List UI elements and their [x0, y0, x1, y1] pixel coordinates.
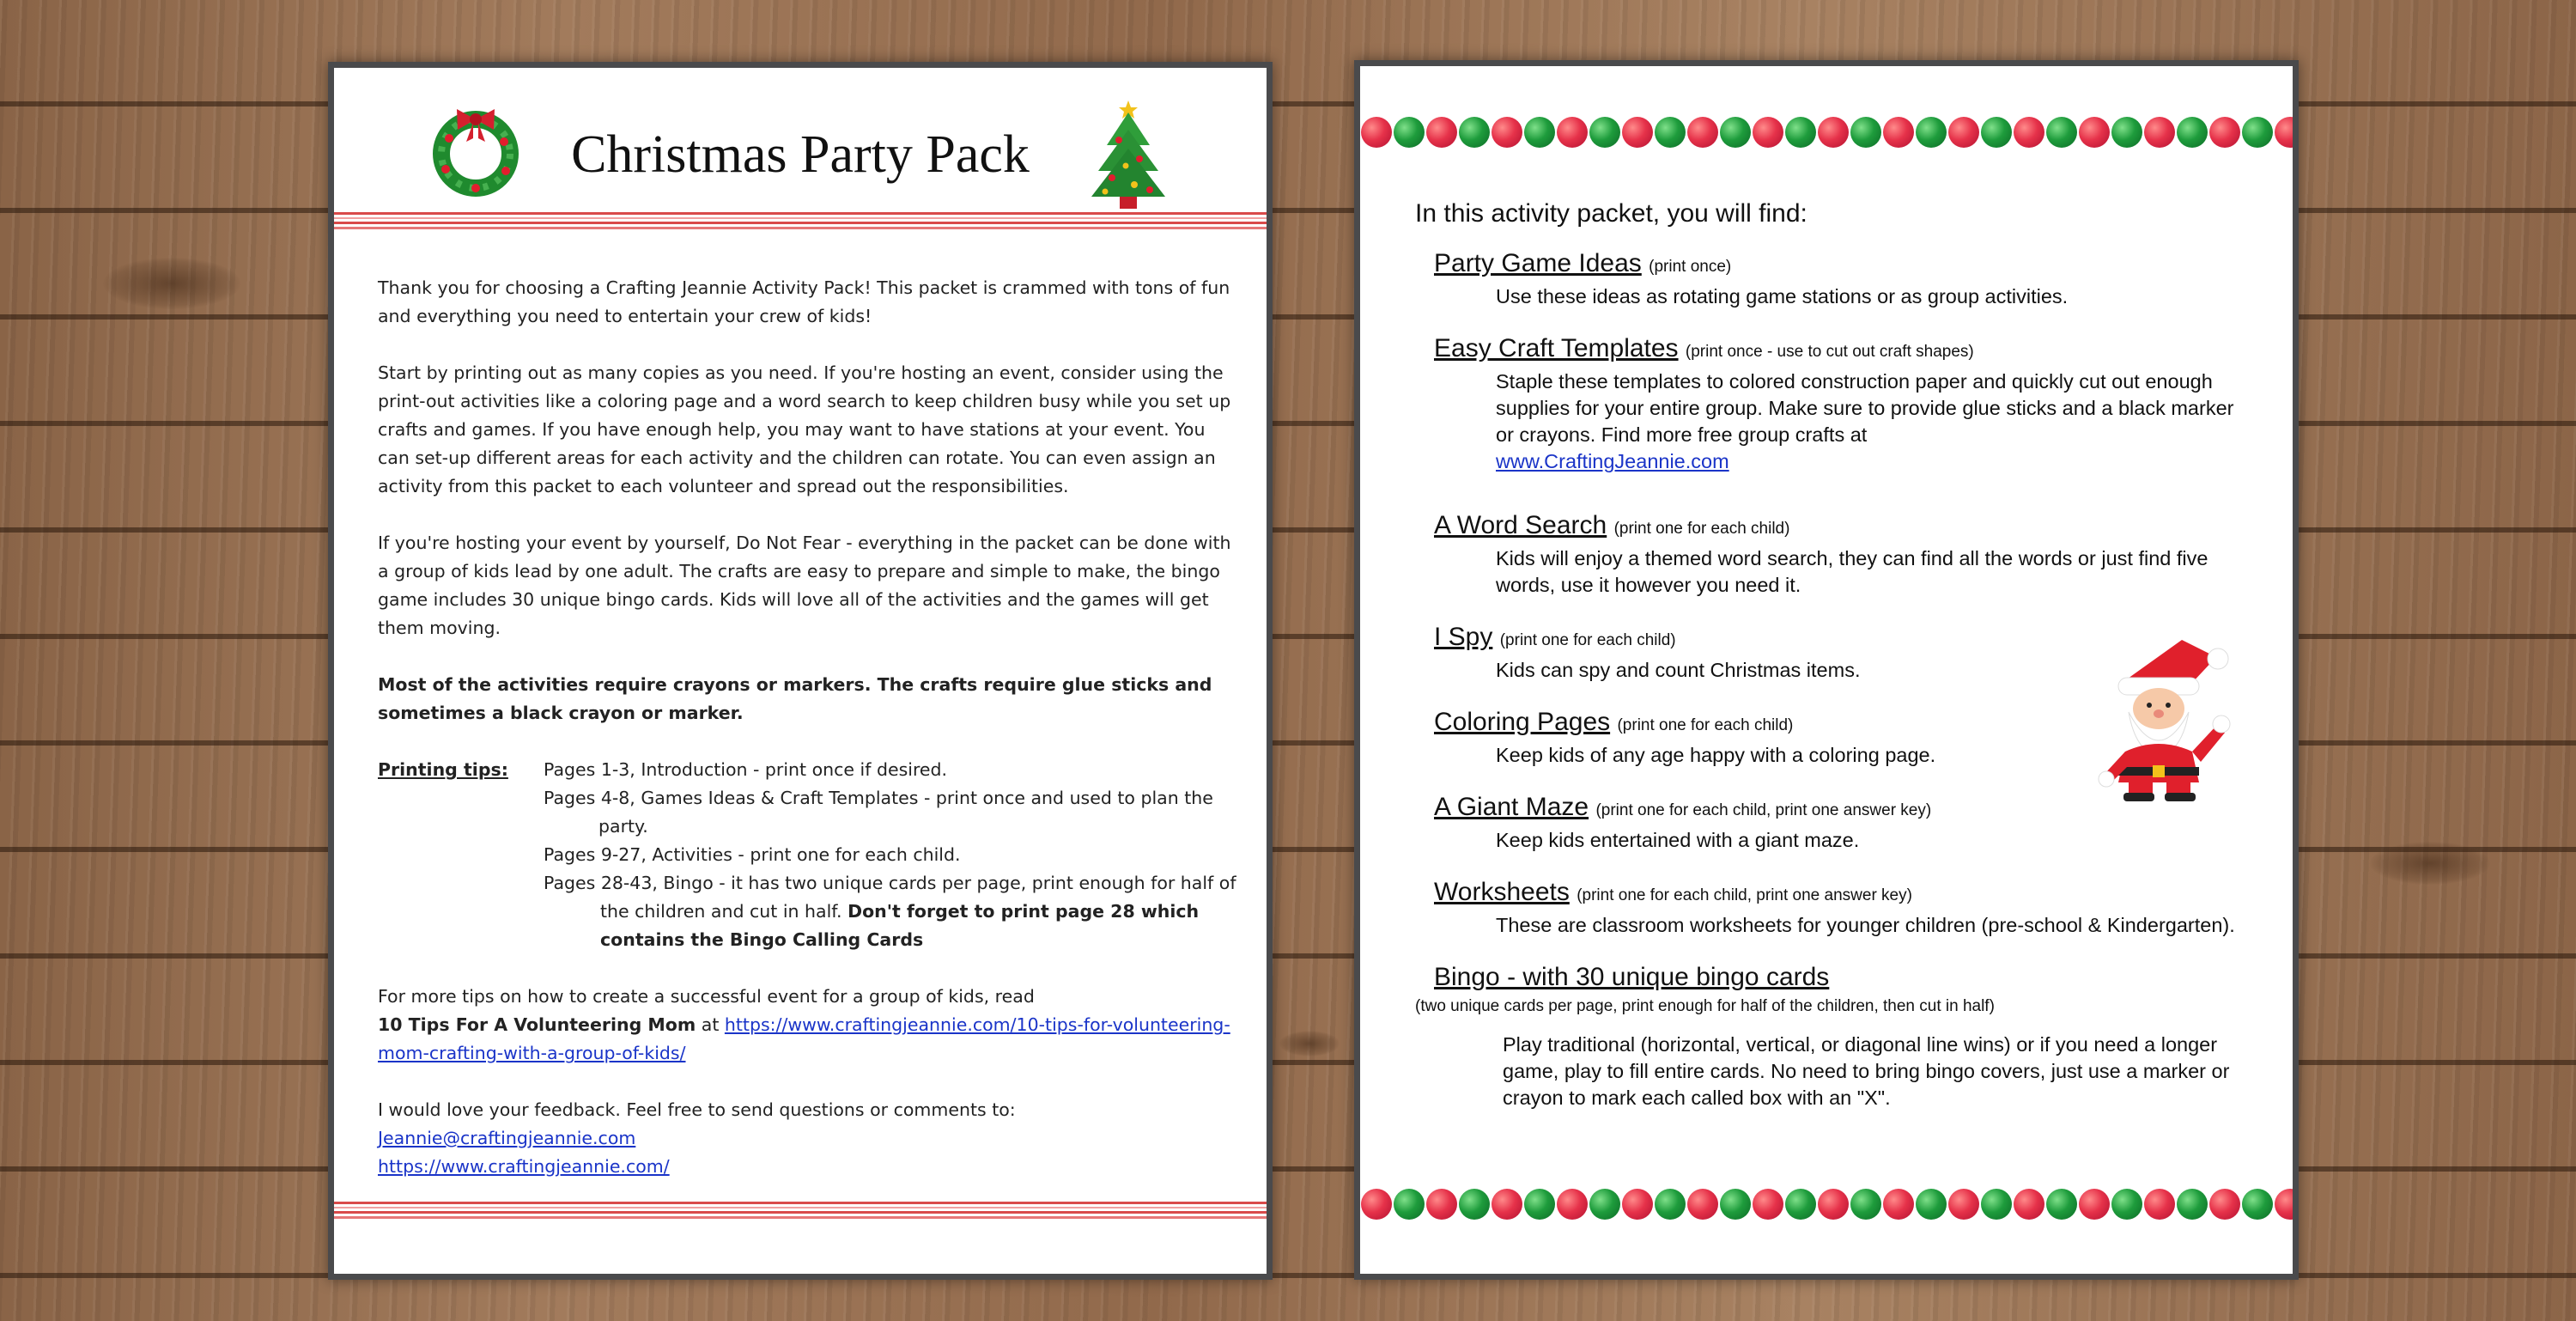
ornament-dot — [1916, 117, 1947, 148]
item-note: (print once) — [1649, 258, 1732, 276]
ornament-dot — [1850, 117, 1881, 148]
bingo-item — [1415, 961, 2239, 1111]
ornament-dot — [2014, 1189, 2044, 1220]
ornament-dot — [1622, 117, 1653, 148]
ornament-dot — [1524, 1189, 1555, 1220]
ornament-dot — [1426, 1189, 1457, 1220]
printing-tips — [378, 756, 1236, 954]
item-description: Keep kids entertained with a giant maze. — [1496, 829, 1860, 851]
item-note: (two unique cards per page, print enough for half of the children, then cut in half) — [1415, 997, 1995, 1015]
intro-body — [378, 274, 1236, 1209]
item-description: Play traditional (horizontal, vertical, or diagonal line wins) or if you need a longer game, play to fill entire cards. No need to bring bingo covers, just use a marker or crayon to mark each called box with an "X". — [1503, 1033, 2230, 1109]
more-tips-text: For more tips on how to create a successful event for a group of kids, read — [378, 986, 1035, 1007]
ornament-dot — [1948, 1189, 1979, 1220]
candy-stripe-divider — [334, 212, 1267, 229]
ornament-dot — [1818, 1189, 1849, 1220]
ornament-dot — [1492, 117, 1522, 148]
ornament-dot — [2079, 1189, 2110, 1220]
ornament-dot — [2014, 117, 2044, 148]
more-tips — [378, 983, 1236, 1068]
wood-knot — [1279, 1031, 1340, 1056]
printing-tip-text: Pages 28-43, Bingo - it has two unique cards per page, print enough for half of the children and cut in half. — [544, 873, 1236, 922]
ornament-dot — [2144, 117, 2175, 148]
contents-item — [1434, 332, 2239, 475]
printing-tips-label: Printing tips: — [378, 759, 508, 780]
website-link[interactable]: https://www.craftingjeannie.com/ — [378, 1156, 670, 1177]
ornament-dot — [1459, 1189, 1490, 1220]
item-title: Easy Craft Templates — [1434, 334, 1679, 362]
ornament-dot — [1818, 117, 1849, 148]
crafts-link[interactable]: www.CraftingJeannie.com — [1496, 450, 1729, 472]
ornament-dot — [1785, 1189, 1816, 1220]
ornament-dot — [2046, 117, 2077, 148]
solo-host-paragraph: If you're hosting your event by yourself, Do Not Fear - everything in the packet can be done with a group of kids lead by one adult. The crafts are easy to prepare and simple to make, the bingo game includes 30 unique bingo cards. Kids will love all of the activities and the games will get them moving. — [378, 533, 1231, 638]
item-title: A Word Search — [1434, 511, 1607, 539]
ornament-border — [1360, 113, 2293, 151]
ornament-dot — [2144, 1189, 2175, 1220]
ornament-dot — [1655, 1189, 1686, 1220]
contents-item — [1434, 509, 2239, 599]
ornament-dot — [1687, 117, 1718, 148]
ornament-border — [1360, 1185, 2293, 1223]
candy-stripe-divider — [334, 1202, 1267, 1219]
item-title: Coloring Pages — [1434, 708, 1611, 736]
wood-knot — [2370, 842, 2490, 885]
ornament-dot — [1622, 1189, 1653, 1220]
item-note: (print one for each child) — [1613, 520, 1790, 538]
more-tips-article: 10 Tips For A Volunteering Mom — [378, 1014, 696, 1035]
page-header — [334, 68, 1267, 210]
ornament-dot — [2209, 1189, 2240, 1220]
item-note: (print one for each child) — [1617, 716, 1794, 734]
contents-page — [1354, 60, 2299, 1280]
christmas-tree-icon — [1081, 92, 1176, 212]
ornament-dot — [1361, 1189, 1392, 1220]
item-title: Party Game Ideas — [1434, 249, 1642, 277]
wood-knot — [103, 258, 240, 309]
item-title: I Spy — [1434, 623, 1493, 651]
ornament-dot — [1394, 117, 1425, 148]
ornament-dot — [1557, 117, 1588, 148]
ornament-dot — [1557, 1189, 1588, 1220]
item-note: (print once - use to cut out craft shapes) — [1685, 343, 1974, 361]
article-link[interactable]: https://www.craftingjeannie.com/10-tips-for-volunteering-mom-crafting-with-a-group-of-kids/ — [378, 1014, 1230, 1063]
ornament-dot — [2209, 117, 2240, 148]
setup-paragraph: Start by printing out as many copies as you need. If you're hosting an event, consider using the print-out activities like a coloring page and a word search to keep children busy while you set up crafts and games. If you have enough help, you may want to have stations at your event. You can set-up different areas for each activity and the children can rotate. You can even assign an activity from this packet to each volunteer and spread out the responsibilities. — [378, 362, 1231, 496]
ornament-dot — [1394, 1189, 1425, 1220]
email-link[interactable]: Jeannie@craftingjeannie.com — [378, 1128, 636, 1148]
item-title: Bingo - with 30 unique bingo cards — [1434, 963, 1830, 991]
feedback-text: I would love your feedback. Feel free to send questions or comments to: — [378, 1099, 1016, 1120]
ornament-dot — [1785, 117, 1816, 148]
item-note: (print one for each child, print one answer key) — [1577, 886, 1912, 904]
ornament-dot — [1883, 1189, 1914, 1220]
printing-tip — [544, 869, 1236, 954]
ornament-dot — [1655, 117, 1686, 148]
ornament-dot — [2046, 1189, 2077, 1220]
contents-item — [1434, 247, 2239, 310]
intro-page — [328, 62, 1273, 1280]
ornament-dot — [1589, 1189, 1620, 1220]
ornament-dot — [2111, 1189, 2142, 1220]
item-description: Kids will enjoy a themed word search, they can find all the words or just find five words, use it however you need it. — [1496, 547, 2208, 596]
intro-paragraph: Thank you for choosing a Crafting Jeannie Activity Pack! This packet is crammed with tons of fun and everything you need to entertain your crew of kids! — [378, 277, 1230, 326]
supplies-note — [378, 671, 1236, 727]
page-title: Christmas Party Pack — [571, 125, 1030, 184]
item-description: These are classroom worksheets for younger children (pre-school & Kindergarten). — [1496, 914, 2235, 936]
ornament-dot — [1492, 1189, 1522, 1220]
feedback — [378, 1096, 1236, 1181]
printing-tip: Pages 1-3, Introduction - print once if desired. — [544, 759, 948, 780]
ornament-dot — [1720, 1189, 1751, 1220]
ornament-dot — [2242, 1189, 2273, 1220]
contents-item — [1434, 876, 2239, 939]
ornament-dot — [2275, 117, 2293, 148]
ornament-dot — [2079, 117, 2110, 148]
item-description — [1496, 368, 2239, 475]
contents-intro: In this activity packet, you will find: — [1415, 199, 1807, 228]
santa-icon — [2087, 623, 2233, 803]
item-description-text: Staple these templates to colored construction paper and quickly cut out enough supplies for your entire group. Make sure to provide glue sticks and a black marker or crayons. Find more free group crafts at — [1496, 370, 2234, 446]
ornament-dot — [2275, 1189, 2293, 1220]
ornament-dot — [2111, 117, 2142, 148]
ornament-dot — [1981, 117, 2012, 148]
ornament-dot — [1948, 117, 1979, 148]
item-description: Keep kids of any age happy with a coloring page. — [1496, 744, 1936, 766]
ornament-dot — [1753, 117, 1783, 148]
ornament-dot — [1720, 117, 1751, 148]
ornament-dot — [1850, 1189, 1881, 1220]
item-description: Kids can spy and count Christmas items. — [1496, 659, 1861, 681]
item-note: (print one for each child, print one answer key) — [1595, 801, 1932, 819]
ornament-dot — [1883, 117, 1914, 148]
printing-tip: Pages 4-8, Games Ideas & Craft Templates - print once and used to plan the party. — [544, 788, 1213, 837]
more-tips-at: at — [701, 1014, 720, 1035]
item-title: Worksheets — [1434, 878, 1570, 906]
ornament-dot — [1981, 1189, 2012, 1220]
ornament-dot — [1524, 117, 1555, 148]
item-note: (print one for each child) — [1499, 631, 1676, 649]
ornament-dot — [1687, 1189, 1718, 1220]
ornament-dot — [1361, 117, 1392, 148]
item-description: Use these ideas as rotating game stations or as group activities. — [1496, 285, 2069, 307]
printing-tip-bold: Don't forget to print page 28 which contains the Bingo Calling Cards — [600, 901, 1200, 950]
ornament-dot — [2177, 117, 2208, 148]
ornament-dot — [2242, 117, 2273, 148]
printing-tip: Pages 9-27, Activities - print one for each child. — [544, 844, 961, 865]
printing-tips-list — [544, 756, 1236, 954]
ornament-dot — [1916, 1189, 1947, 1220]
ornament-dot — [2177, 1189, 2208, 1220]
item-title: A Giant Maze — [1434, 793, 1589, 821]
ornament-dot — [1459, 117, 1490, 148]
ornament-dot — [1753, 1189, 1783, 1220]
ornament-dot — [1589, 117, 1620, 148]
ornament-dot — [1426, 117, 1457, 148]
supplies-note-text: Most of the activities require crayons or markers. The crafts require glue sticks and sometimes a black crayon or marker. — [378, 674, 1212, 723]
